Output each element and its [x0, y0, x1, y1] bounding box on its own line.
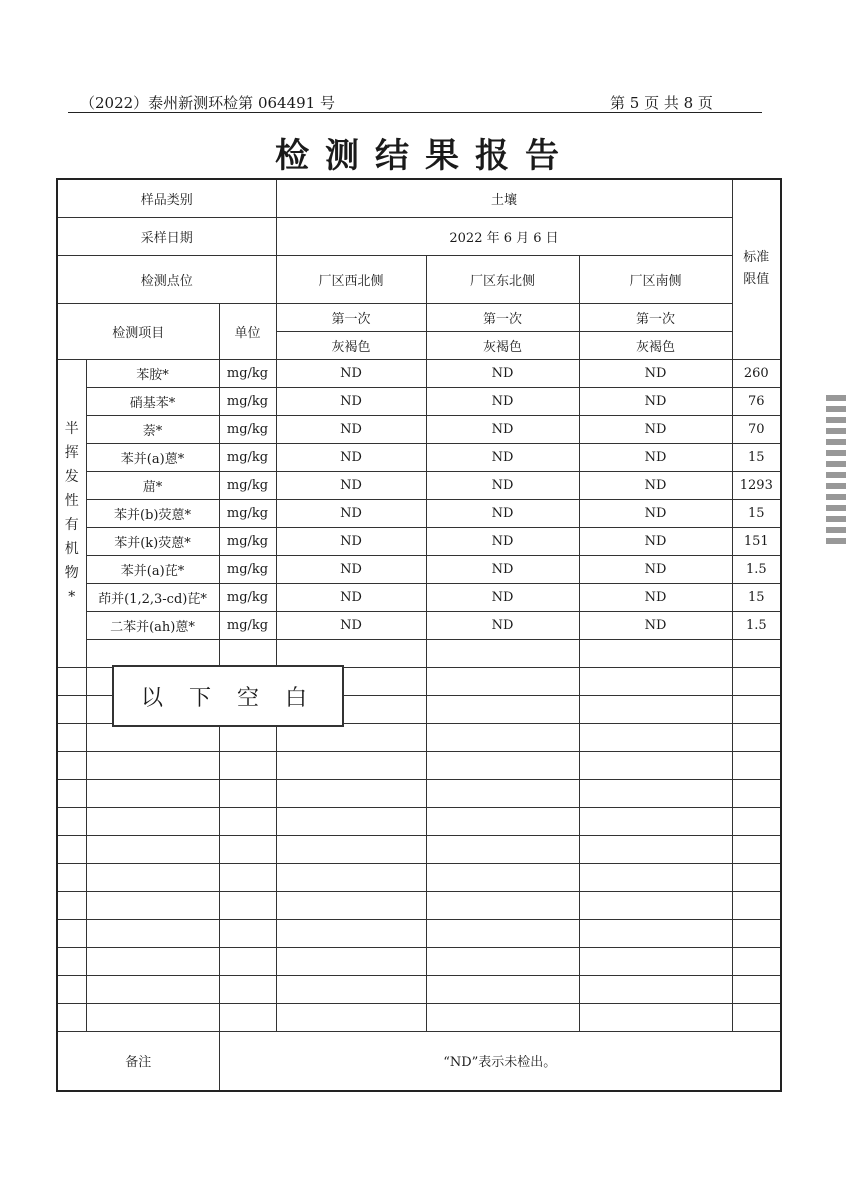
value-1: ND [276, 471, 426, 499]
unit-header: 单位 [219, 303, 276, 359]
point-label: 检测点位 [57, 255, 276, 303]
value-1: ND [276, 583, 426, 611]
item-unit: mg/kg [219, 415, 276, 443]
value-3: ND [579, 555, 732, 583]
point-2: 厂区东北侧 [426, 255, 579, 303]
table-row [57, 583, 781, 611]
value-2: ND [426, 471, 579, 499]
limit-value: 15 [732, 583, 781, 611]
value-1: ND [276, 359, 426, 387]
group-char: 挥 [64, 445, 79, 461]
item-name: 苯并(a)芘* [86, 555, 219, 583]
item-name: 苯并(k)荧蒽* [86, 527, 219, 555]
empty-row [57, 639, 781, 667]
remark-label: 备注 [57, 1031, 219, 1091]
color-1: 灰褐色 [276, 331, 426, 359]
value-2: ND [426, 527, 579, 555]
times-row [57, 303, 781, 331]
remark-row [57, 1031, 781, 1091]
value-1: ND [276, 443, 426, 471]
point-row [57, 255, 781, 303]
table-row [57, 499, 781, 527]
item-unit: mg/kg [219, 471, 276, 499]
value-3: ND [579, 499, 732, 527]
empty-row [57, 891, 781, 919]
group-char: 半 [64, 421, 79, 437]
value-1: ND [276, 387, 426, 415]
group-char: 发 [64, 469, 79, 485]
empty-row [57, 975, 781, 1003]
item-header: 检测项目 [57, 303, 219, 359]
item-name: 硝基苯* [86, 387, 219, 415]
point-3: 厂区南侧 [579, 255, 732, 303]
group-char: 性 [64, 493, 79, 509]
item-name: 苯并(b)荧蒽* [86, 499, 219, 527]
limit-value: 260 [732, 359, 781, 387]
item-unit: mg/kg [219, 583, 276, 611]
empty-row [57, 1003, 781, 1031]
time-3: 第一次 [579, 303, 732, 331]
group-char: 有 [64, 517, 79, 533]
value-3: ND [579, 359, 732, 387]
point-1: 厂区西北侧 [276, 255, 426, 303]
empty-row [57, 723, 781, 751]
value-3: ND [579, 527, 732, 555]
value-1: ND [276, 415, 426, 443]
date-row [57, 217, 781, 255]
item-name: 苯并(a)蒽* [86, 443, 219, 471]
empty-row [57, 947, 781, 975]
value-2: ND [426, 387, 579, 415]
item-name: 苯胺* [86, 359, 219, 387]
table-row [57, 415, 781, 443]
table-row [57, 611, 781, 639]
limit-value: 15 [732, 443, 781, 471]
value-3: ND [579, 415, 732, 443]
value-3: ND [579, 443, 732, 471]
limit-header [732, 179, 781, 359]
value-3: ND [579, 583, 732, 611]
limit-value: 15 [732, 499, 781, 527]
value-3: ND [579, 387, 732, 415]
time-1: 第一次 [276, 303, 426, 331]
color-3: 灰褐色 [579, 331, 732, 359]
value-2: ND [426, 415, 579, 443]
sample-type-label: 样品类别 [57, 179, 276, 217]
limit-value: 1.5 [732, 611, 781, 639]
value-1: ND [276, 527, 426, 555]
empty-row [57, 863, 781, 891]
table-row [57, 527, 781, 555]
sample-type-row [57, 179, 781, 217]
remark-value: “ND”表示未检出。 [219, 1031, 781, 1091]
blank-below-stamp: 以下空白 [112, 665, 344, 727]
item-unit: mg/kg [219, 499, 276, 527]
item-unit: mg/kg [219, 527, 276, 555]
date-value: 2022 年 6 月 6 日 [276, 217, 732, 255]
table-row [57, 555, 781, 583]
limit-value: 1.5 [732, 555, 781, 583]
item-name: 萘* [86, 415, 219, 443]
limit-value: 76 [732, 387, 781, 415]
table-row [57, 359, 781, 387]
value-2: ND [426, 555, 579, 583]
sample-type-value: 土壤 [276, 179, 732, 217]
empty-row [57, 919, 781, 947]
results-table [56, 178, 782, 1092]
value-2: ND [426, 499, 579, 527]
table-row [57, 387, 781, 415]
value-1: ND [276, 555, 426, 583]
item-unit: mg/kg [219, 611, 276, 639]
empty-row [57, 835, 781, 863]
table-row [57, 471, 781, 499]
value-2: ND [426, 359, 579, 387]
group-label [57, 359, 86, 667]
value-2: ND [426, 583, 579, 611]
value-3: ND [579, 611, 732, 639]
limit-value: 70 [732, 415, 781, 443]
value-3: ND [579, 471, 732, 499]
header-rule [68, 112, 762, 113]
time-2: 第一次 [426, 303, 579, 331]
empty-row [57, 807, 781, 835]
item-name: 二苯并(ah)蒽* [86, 611, 219, 639]
value-2: ND [426, 611, 579, 639]
limit-value: 1293 [732, 471, 781, 499]
empty-row [57, 779, 781, 807]
page-info: 第 5 页 共 8 页 [610, 94, 713, 112]
group-char: * [68, 589, 76, 605]
value-2: ND [426, 443, 579, 471]
color-2: 灰褐色 [426, 331, 579, 359]
page-edge-seal-fragment [826, 395, 846, 545]
item-unit: mg/kg [219, 555, 276, 583]
item-unit: mg/kg [219, 443, 276, 471]
group-char: 机 [64, 541, 79, 557]
report-number: （2022）泰州新测环检第 064491 号 [80, 94, 335, 112]
report-title: 检测结果报告 [275, 136, 575, 176]
value-1: ND [276, 611, 426, 639]
limit-value: 151 [732, 527, 781, 555]
item-unit: mg/kg [219, 359, 276, 387]
item-name: 䓛* [86, 471, 219, 499]
group-char: 物 [64, 565, 79, 581]
empty-row [57, 751, 781, 779]
item-unit: mg/kg [219, 387, 276, 415]
item-name: 茚并(1,2,3-cd)芘* [86, 583, 219, 611]
value-1: ND [276, 499, 426, 527]
date-label: 采样日期 [57, 217, 276, 255]
limit-label: 标准限值 [743, 250, 770, 288]
table-row [57, 443, 781, 471]
